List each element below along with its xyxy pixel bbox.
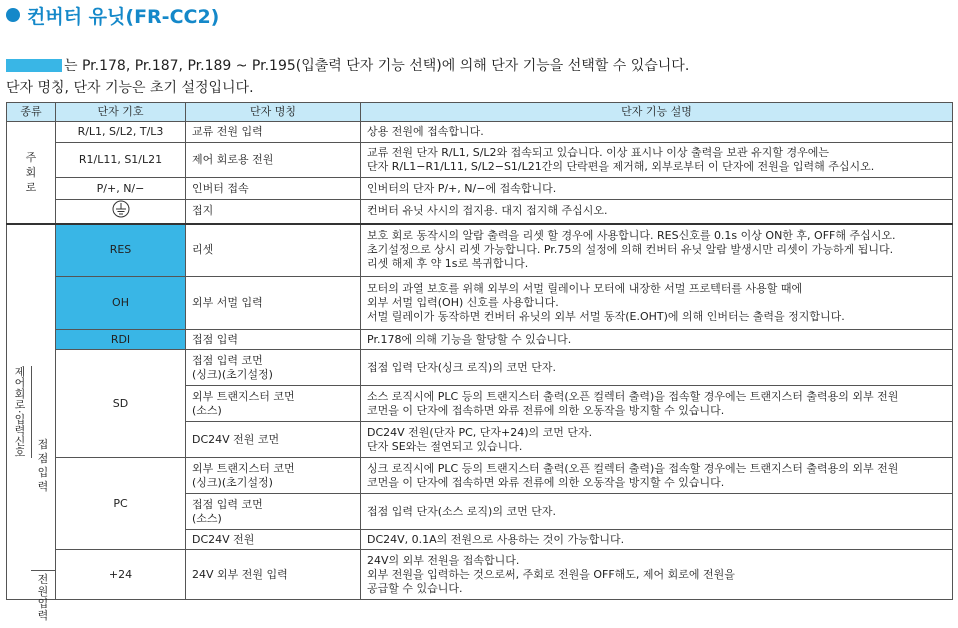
intro-line-1: [6, 55, 689, 75]
name-line: (싱크)(초기설정): [192, 367, 273, 381]
desc-line: 단자 SE와는 절연되고 있습니다.: [367, 439, 523, 453]
cell-description: [361, 277, 953, 330]
name-line: 외부 트랜지스터 코먼: [192, 389, 295, 403]
highlight-legend-swatch: [6, 59, 62, 72]
name-line: 접점 입력 코먼: [192, 497, 263, 511]
desc-line: 단자 R/L1−R1/L11, S/L2−S1/L21간의 단락편을 제거해, 외부로부터 이 단자에 전원을 입력해 주십시오.: [367, 160, 875, 173]
header-name: 단자 명칭: [186, 103, 361, 122]
cell-description: [361, 422, 953, 458]
table-row: [7, 178, 953, 200]
cell-name: [186, 458, 361, 494]
cell-symbol: SD: [56, 350, 186, 458]
earth-ground-icon: [112, 200, 130, 222]
cell-name: [186, 386, 361, 422]
desc-line: 소스 로직시에 PLC 등의 트랜지스터 출력(오픈 컬렉터 출력)을 접속할 경우에는 트랜지스터 출력용의 외부 전원: [367, 389, 899, 403]
section-title: [6, 3, 219, 27]
header-type: 종류: [7, 103, 56, 122]
name-line: (소스): [192, 511, 222, 525]
cell-symbol: +24: [56, 550, 186, 600]
name-line: 외부 트랜지스터 코먼: [192, 461, 295, 475]
cell-description: 인버터의 단자 P/+, N/−에 접속합니다.: [361, 178, 953, 200]
category-power-input: 전 원 입 력: [37, 573, 49, 622]
cell-name: 접점 입력: [186, 330, 361, 350]
cell-description: Pr.178에 의해 기능을 할당할 수 있습니다.: [361, 330, 953, 350]
cell-symbol: PC: [56, 458, 186, 550]
cell-name: [186, 350, 361, 386]
cell-name: DC24V 전원: [186, 530, 361, 550]
table-row: [7, 224, 953, 277]
title-bullet-icon: [6, 8, 20, 22]
category-main-circuit: 주 회 로: [7, 122, 56, 224]
desc-line: 모터의 과열 보호를 위해 외부의 서멀 릴레이나 모터에 내장한 서멀 프로텍터를 사용할 때에: [367, 282, 803, 295]
cell-description: [361, 550, 953, 600]
header-description: 단자 기능 설명: [361, 103, 953, 122]
desc-line: 리셋 해제 후 약 1s로 복귀합니다.: [367, 257, 529, 271]
section-title-text: 컨버터 유닛(FR-CC2): [27, 5, 220, 28]
desc-line: 외부 전원을 입력하는 것으로써, 주회로 전원을 OFF해도, 제어 회로에 전원을: [367, 567, 735, 581]
cell-symbol: R/L1, S/L2, T/L3: [56, 122, 186, 143]
cell-description: 접점 입력 단자(싱크 로직)의 코먼 단자.: [361, 350, 953, 386]
desc-line: 서멀 릴레이가 동작하면 컨버터 유닛의 외부 서멀 동작(E.OHT)에 의해 인버터는 출력을 정지합니다.: [367, 310, 845, 323]
cell-name: 24V 외부 전원 입력: [186, 550, 361, 600]
cell-description: [361, 143, 953, 178]
terminal-table: [6, 102, 953, 600]
cell-description: [361, 458, 953, 494]
table-row: [7, 350, 953, 386]
desc-line: 24V의 외부 전원을 접속합니다.: [367, 553, 520, 567]
cell-name: 외부 서멀 입력: [186, 277, 361, 330]
cell-name: [186, 494, 361, 530]
desc-line: 외부 서멀 입력(OH) 신호를 사용합니다.: [367, 296, 559, 309]
header-symbol: 단자 기호: [56, 103, 186, 122]
table-row: [7, 458, 953, 494]
table-row: [7, 122, 953, 143]
name-line: (소스): [192, 403, 222, 417]
cell-symbol: [56, 200, 186, 224]
cell-symbol-highlighted: OH: [56, 277, 186, 330]
cell-symbol-highlighted: RES: [56, 224, 186, 277]
desc-line: 싱크 로직시에 PLC 등의 트랜지스터 출력(오픈 컬렉터 출력)을 접속할 경우에는 트랜지스터 출력용의 외부 전원: [367, 461, 899, 475]
desc-line: 코먼을 이 단자에 접속하면 와류 전류에 의한 오동작을 방지할 수 있습니다.: [367, 403, 725, 417]
category-divider: [31, 570, 55, 571]
cell-name: 인버터 접속: [186, 178, 361, 200]
table-row: [7, 550, 953, 600]
desc-line: 교류 전원 단자 R/L1, S/L2와 접속되고 있습니다. 이상 표시나 이상 출력을 보관 유지할 경우에는: [367, 146, 830, 159]
cell-symbol: P/+, N/−: [56, 178, 186, 200]
table-row: [7, 277, 953, 330]
cell-name: DC24V 전원 코먼: [186, 422, 361, 458]
cell-name: 제어 회로용 전원: [186, 143, 361, 178]
cell-description: 접점 입력 단자(소스 로직)의 코먼 단자.: [361, 494, 953, 530]
desc-line: 공급할 수 있습니다.: [367, 581, 463, 595]
name-line: 접점 입력 코먼: [192, 353, 263, 367]
intro-line-1-text: 는 Pr.178, Pr.187, Pr.189 ~ Pr.195(입출력 단자 기능 선택)에 의해 단자 기능을 선택할 수 있습니다.: [64, 58, 690, 74]
desc-line: 보호 회로 동작시의 알람 출력을 리셋 할 경우에 사용합니다. RES신호를 0.1s 이상 ON한 후, OFF해 주십시오.: [367, 229, 896, 243]
table-row: [7, 200, 953, 224]
cell-description: [361, 224, 953, 277]
category-contact-input: 접 점 입 력: [37, 438, 49, 493]
table-row: [7, 143, 953, 178]
name-line: (싱크)(초기설정): [192, 475, 273, 489]
desc-line: DC24V 전원(단자 PC, 단자+24)의 코먼 단자.: [367, 425, 593, 439]
table-row: [7, 330, 953, 350]
cell-description: 컨버터 유닛 사시의 접지용. 대지 접지해 주십시오.: [361, 200, 953, 224]
cell-name: 접지: [186, 200, 361, 224]
desc-line: 코먼을 이 단자에 접속하면 와류 전류에 의한 오동작을 방지할 수 있습니다.: [367, 475, 725, 489]
table-header-row: [7, 103, 953, 122]
cell-description: [361, 386, 953, 422]
cell-name: 리셋: [186, 224, 361, 277]
cell-symbol: R1/L11, S1/L21: [56, 143, 186, 178]
cell-description: 상용 전원에 접속합니다.: [361, 122, 953, 143]
desc-line: 초기설정으로 상시 리셋 가능합니다. Pr.75의 설정에 의해 컨버터 유닛 알람 발생시만 리셋이 가능하게 됩니다.: [367, 243, 894, 257]
intro-line-2: 단자 명칭, 단자 기능은 초기 설정입니다.: [6, 80, 254, 96]
cell-symbol-highlighted: RDI: [56, 330, 186, 350]
cell-description: DC24V, 0.1A의 전원으로 사용하는 것이 가능합니다.: [361, 530, 953, 550]
control-circuit-label: 제어회로·입력신호: [13, 366, 26, 458]
cell-name: 교류 전원 입력: [186, 122, 361, 143]
